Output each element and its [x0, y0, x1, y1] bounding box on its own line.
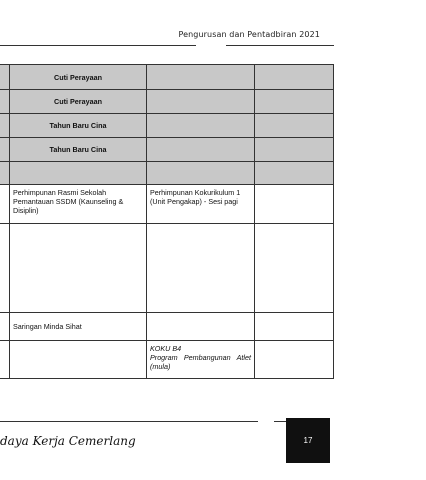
table-row: [0, 114, 334, 138]
schedule-table: [0, 64, 334, 379]
table-cell: [147, 138, 255, 162]
table-cell: [10, 162, 147, 185]
table-cell: [0, 114, 10, 138]
table-cell: [255, 90, 334, 114]
table-cell: Perhimpunan Rasmi Sekolah Pemantauan SSDM (Kaunseling & Disiplin): [10, 185, 147, 224]
footer-divider: [0, 421, 258, 422]
table-cell: [147, 341, 255, 379]
table-row: [0, 162, 334, 185]
table-cell: [0, 185, 10, 224]
table-cell: [0, 138, 10, 162]
table-cell: [147, 224, 255, 313]
table-cell: Tahun Baru Cina: [10, 114, 147, 138]
table-cell: [255, 224, 334, 313]
footer-motto: daya Kerja Cemerlang: [0, 434, 136, 448]
table-cell: [255, 65, 334, 90]
table-cell: [10, 341, 147, 379]
header-divider: [0, 45, 196, 46]
table-cell: [10, 224, 147, 313]
table-cell: [0, 65, 10, 90]
table-cell: Saringan Minda Sihat: [10, 313, 147, 341]
table-cell: [255, 162, 334, 185]
page-header-title: Pengurusan dan Pentadbiran 2021: [178, 30, 320, 39]
header-divider: [226, 45, 334, 46]
table-cell: [147, 114, 255, 138]
table-cell: [0, 90, 10, 114]
table-row: [0, 65, 334, 90]
table-row: [0, 185, 334, 224]
table-cell: [147, 162, 255, 185]
table-cell: [255, 313, 334, 341]
table-cell: [0, 162, 10, 185]
table-cell: Perhimpunan Kokurikulum 1 (Unit Pengakap) - Sesi pagi: [147, 185, 255, 224]
table-cell: [0, 341, 10, 379]
program-description: Program Pembangunan Atlet (mula): [150, 353, 251, 371]
table-cell: [0, 224, 10, 313]
program-code: KOKU B4: [150, 344, 182, 353]
table-cell: [0, 313, 10, 341]
table-cell: Cuti Perayaan: [10, 65, 147, 90]
table-cell: [255, 114, 334, 138]
page-number: 17: [303, 436, 313, 445]
table-cell: [147, 90, 255, 114]
table-cell: [255, 341, 334, 379]
table-cell: [147, 65, 255, 90]
table-cell: Tahun Baru Cina: [10, 138, 147, 162]
table-row: [0, 313, 334, 341]
table-cell: Cuti Perayaan: [10, 90, 147, 114]
table-row: [0, 90, 334, 114]
page-number-box: [286, 418, 330, 463]
table-cell: [147, 313, 255, 341]
footer-divider: [274, 421, 286, 422]
table-row: [0, 138, 334, 162]
table-row: [0, 224, 334, 313]
table-cell: [255, 138, 334, 162]
table-cell: [255, 185, 334, 224]
table-row: [0, 341, 334, 379]
